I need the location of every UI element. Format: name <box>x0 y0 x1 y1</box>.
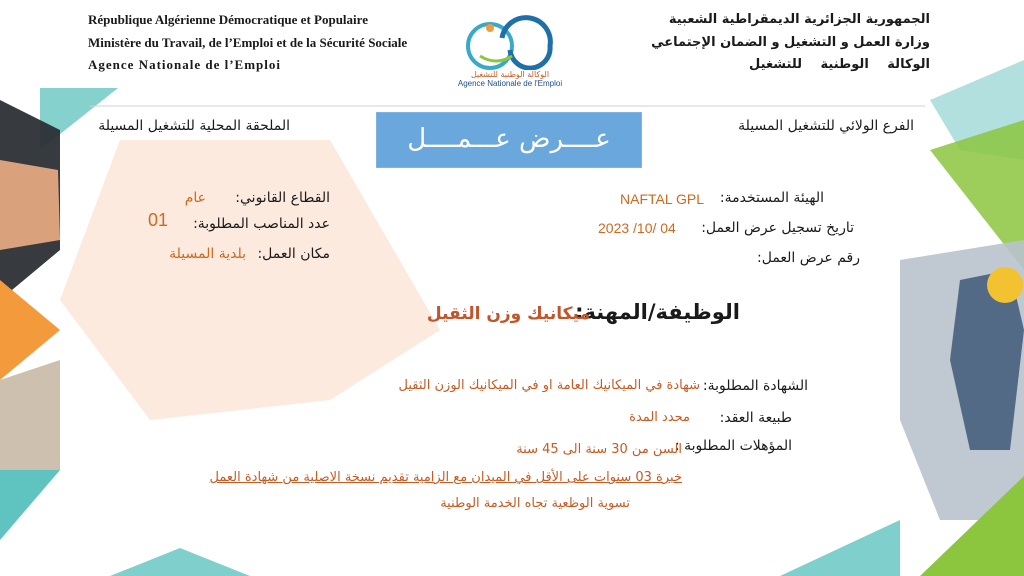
location-label: مكان العمل: <box>257 246 330 262</box>
positions-label: عدد المناصب المطلوبة: <box>193 216 330 232</box>
job-label: الوظيفة/المهنة: <box>575 300 740 324</box>
sector-label: القطاع القانوني: <box>235 190 330 206</box>
header-fr-line2: Ministère du Travail, de l’Emploi et de la Sécurité Sociale <box>88 35 408 50</box>
diploma-label: الشهادة المطلوبة: <box>702 378 808 394</box>
logo-fr-text: Agence Nationale de l'Emploi <box>457 79 563 88</box>
deco-building-left <box>0 360 60 470</box>
header-ar-line2: وزارة العمل و التشغيل و الضمان الإجتماعي <box>651 35 930 50</box>
qualification-item: خبرة 03 سنوات على الأقل في الميدان مع الزامية تقديم نسخة الاصلية من شهادة العمل <box>209 470 682 485</box>
qualifications-label: المؤهلات المطلوبة : <box>674 438 792 454</box>
deco-hardhat <box>987 267 1023 303</box>
branch-left: الملحقة المحلية للتشغيل المسيلة <box>98 118 290 134</box>
anem-logo-icon <box>450 8 570 70</box>
document-title: عــــرض عـــمــــل <box>376 112 642 168</box>
location-value: بلدية المسيلة <box>169 246 246 262</box>
deco-teal-strip-bottom-left <box>110 548 250 576</box>
header-fr-line3: Agence Nationale de l’Emploi <box>88 57 282 72</box>
qualification-item: السن من 30 سنة الى 45 سنة <box>516 442 682 457</box>
employer-value: NAFTAL GPL <box>620 191 705 207</box>
date-value: 2023 /10/ 04 <box>598 220 676 236</box>
deco-teal-strip-bottom-right <box>780 520 900 576</box>
anem-logo <box>450 8 570 98</box>
offer-number-label: رقم عرض العمل: <box>757 250 860 266</box>
contract-label: طبيعة العقد: <box>719 410 792 426</box>
deco-hand-left <box>0 160 60 250</box>
contract-value: محدد المدة <box>629 410 690 425</box>
date-label: تاريخ تسجيل عرض العمل: <box>701 220 854 236</box>
diploma-value: شهادة في الميكانيك العامة او في الميكانيك الوزن الثقيل <box>398 378 700 393</box>
sector-value: عام <box>184 190 206 206</box>
header-fr-line1: République Algérienne Démocratique et Populaire <box>88 12 368 27</box>
header-ar-line3: الوكالة الوطنية للتشغيل <box>749 57 930 72</box>
employer-label: الهيئة المستخدمة: <box>719 190 824 206</box>
qualification-item: تسوية الوظعية تجاه الخدمة الوطنية <box>440 496 630 511</box>
header-ar-line1: الجمهورية الجزائرية الديمقراطية الشعبية <box>668 12 930 27</box>
deco-teal-triangle-bottom-left <box>0 470 60 540</box>
logo-ar-text: الوكالة الوطنية للتشغيل <box>470 70 550 79</box>
branch-right: الفرع الولائي للتشغيل المسيلة <box>738 118 914 134</box>
job-value: ميكانيك وزن الثقيل <box>426 304 590 324</box>
positions-value: 01 <box>148 210 169 230</box>
